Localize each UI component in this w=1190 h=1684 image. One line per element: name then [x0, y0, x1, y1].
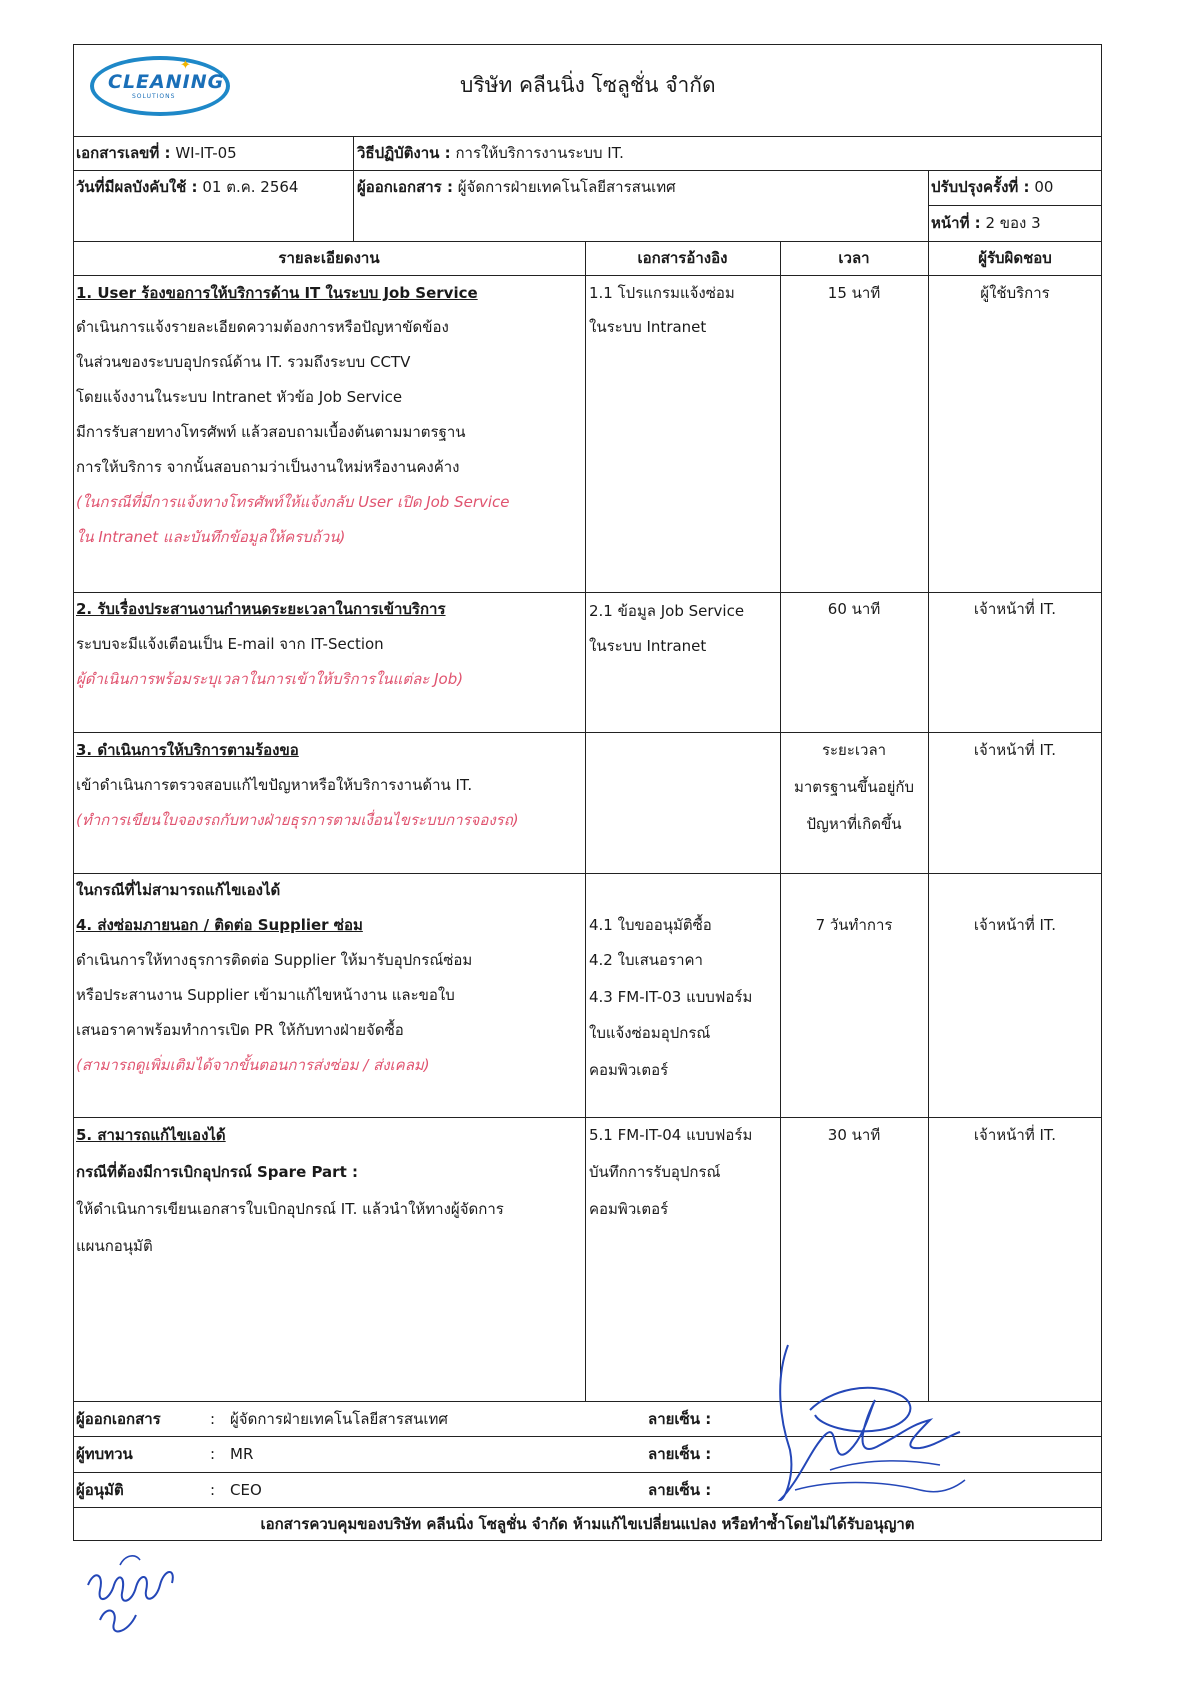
step-title: 1. User ร้องขอการให้บริการด้าน IT ในระบบ Job Service	[76, 284, 478, 302]
step-detail: หรือประสานงาน Supplier เข้ามาแก้ไขหน้างาน และขอใบ	[76, 986, 455, 1004]
step-detail: การให้บริการ จากนั้นสอบถามว่าเป็นงานใหม่หรืองานคงค้าง	[76, 458, 460, 476]
reference-doc: ในระบบ Intranet	[589, 318, 707, 336]
time-value: 30 นาที	[827, 1126, 881, 1144]
step-title: 2. รับเรื่องประสานงานกำหนดระยะเวลาในการเข้าบริการ	[76, 600, 446, 618]
row-divider	[73, 1117, 1102, 1118]
reference-doc: 5.1 FM-IT-04 แบบฟอร์ม	[589, 1126, 753, 1144]
divider	[928, 170, 929, 241]
column-header-details: รายละเอียดงาน	[278, 249, 380, 267]
handwritten-signature	[80, 1545, 190, 1645]
owner-value: เจ้าหน้าที่ IT.	[973, 741, 1057, 759]
step-detail: ในส่วนของระบบอุปกรณ์ด้าน IT. รวมถึงระบบ CCTV	[76, 353, 411, 371]
reference-doc: ในระบบ Intranet	[589, 637, 707, 655]
divider	[73, 241, 1102, 242]
step-detail: ระบบจะมีแจ้งเตือนเป็น E-mail จาก IT-Section	[76, 635, 384, 653]
time-value: 15 นาที	[827, 284, 881, 302]
step-detail: เสนอราคาพร้อมทำการเปิด PR ให้กับทางฝ่ายจัดซื้อ	[76, 1021, 404, 1039]
divider	[585, 241, 586, 1401]
owner-value: ผู้ใช้บริการ	[980, 284, 1050, 302]
step-note: ผู้ดำเนินการพร้อมระบุเวลาในการเข้าให้บริการในแต่ละ Job)	[76, 670, 464, 688]
row-divider	[73, 732, 1102, 733]
approval-value: CEO	[230, 1481, 262, 1499]
issuer-value: ผู้จัดการฝ่ายเทคโนโลยีสารสนเทศ	[457, 178, 676, 196]
reference-doc: 4.3 FM-IT-03 แบบฟอร์ม	[589, 988, 753, 1006]
step-detail: โดยแจ้งงานในระบบ Intranet หัวข้อ Job Service	[76, 388, 403, 406]
step-detail: ดำเนินการแจ้งรายละเอียดความต้องการหรือปัญหาขัดข้อง	[76, 318, 449, 336]
effective-date-field	[76, 178, 298, 196]
owner-value: เจ้าหน้าที่ IT.	[973, 1126, 1057, 1144]
divider	[928, 241, 929, 1401]
approval-label: ผู้อนุมัติ	[76, 1481, 124, 1499]
step-condition: ในกรณีที่ไม่สามารถแก้ไขเองได้	[76, 881, 281, 899]
revision-label: ปรับปรุงครั้งที่ :	[931, 178, 1030, 196]
reference-doc: 2.1 ข้อมูล Job Service	[589, 602, 745, 620]
step-detail: แผนกอนุมัติ	[76, 1237, 153, 1255]
step-note: (ในกรณีที่มีการแจ้งทางโทรศัพท์ให้แจ้งกลับ User เปิด Job Service	[76, 493, 510, 511]
logo-text: CLEANING	[108, 71, 225, 93]
owner-value: เจ้าหน้าที่ IT.	[973, 916, 1057, 934]
doc-no-value: WI-IT-05	[175, 144, 237, 162]
procedure-value: การให้บริการงานระบบ IT.	[455, 144, 624, 162]
step-note: ใน Intranet และบันทึกข้อมูลให้ครบถ้วน)	[76, 528, 346, 546]
step-detail: ดำเนินการให้ทางธุรการติดต่อ Supplier ให้มารับอุปกรณ์ซ่อม	[76, 951, 473, 969]
signature-label: ลายเซ็น :	[648, 1410, 712, 1428]
divider	[73, 136, 1102, 137]
page-number-field	[931, 214, 1041, 232]
step-note: (ทำการเขียนใบจองรถกับทางฝ่ายธุรการตามเงื่อนไขระบบการจองรถ)	[76, 811, 519, 829]
company-title: บริษัท คลีนนิ่ง โซลูชั่น จำกัด	[460, 73, 716, 97]
column-header-owner: ผู้รับผิดชอบ	[978, 249, 1052, 267]
sparkle-icon: ✦	[180, 58, 191, 73]
step-title: 3. ดำเนินการให้บริการตามร้องขอ	[76, 741, 299, 759]
page-label: หน้าที่ :	[931, 214, 981, 232]
step-detail: มีการรับสายทางโทรศัพท์ แล้วสอบถามเบื้องต้นตามมาตรฐาน	[76, 423, 466, 441]
divider	[73, 170, 1102, 171]
divider	[928, 205, 1102, 206]
approval-label: ผู้ทบทวน	[76, 1445, 133, 1463]
procedure-label: วิธีปฏิบัติงาน :	[357, 144, 451, 162]
approval-colon: :	[210, 1481, 216, 1499]
step-title: 4. ส่งซ่อมภายนอก / ติดต่อ Supplier ซ่อม	[76, 916, 363, 934]
footer-notice: เอกสารควบคุมของบริษัท คลีนนิ่ง โซลูชั่น จำกัด ห้ามแก้ไขเปลี่ยนแปลง หรือทำซ้ำโดยไม่ได้รับอนุญาต	[260, 1515, 915, 1533]
reference-doc: 1.1 โปรแกรมแจ้งซ่อม	[589, 284, 735, 302]
column-header-reference: เอกสารอ้างอิง	[637, 249, 728, 267]
revision-field	[931, 178, 1053, 196]
logo-subtext: SOLUTIONS	[132, 93, 176, 100]
time-value: ระยะเวลา	[821, 741, 887, 759]
row-divider	[73, 873, 1102, 874]
revision-value: 00	[1034, 178, 1054, 196]
approval-value: ผู้จัดการฝ่ายเทคโนโลยีสารสนเทศ	[230, 1410, 448, 1428]
effective-date-value: 01 ต.ค. 2564	[202, 178, 299, 196]
approval-colon: :	[210, 1410, 216, 1428]
step-title: 5. สามารถแก้ไขเองได้	[76, 1126, 226, 1144]
signature-label: ลายเซ็น :	[648, 1445, 712, 1463]
time-value: 60 นาที	[827, 600, 881, 618]
reference-doc: คอมพิวเตอร์	[589, 1061, 669, 1079]
column-header-time: เวลา	[838, 249, 870, 267]
approval-label: ผู้ออกเอกสาร	[76, 1410, 161, 1428]
row-divider	[73, 592, 1102, 593]
reference-doc: 4.1 ใบขออนุมัติซื้อ	[589, 916, 712, 934]
divider	[73, 275, 1102, 276]
doc-no-field	[76, 144, 237, 162]
owner-value: เจ้าหน้าที่ IT.	[973, 600, 1057, 618]
step-subtitle: กรณีที่ต้องมีการเบิกอุปกรณ์ Spare Part :	[76, 1163, 358, 1181]
effective-date-label: วันที่มีผลบังคับใช้ :	[76, 178, 198, 196]
divider	[353, 136, 354, 241]
step-note: (สามารถดูเพิ่มเติมได้จากขั้นตอนการส่งซ่อม / ส่งเคลม)	[76, 1056, 430, 1074]
time-value: ปัญหาที่เกิดขึ้น	[806, 815, 902, 833]
doc-no-label: เอกสารเลขที่ :	[76, 144, 171, 162]
approval-colon: :	[210, 1445, 216, 1463]
step-detail: ให้ดำเนินการเขียนเอกสารใบเบิกอุปกรณ์ IT. แล้วนำให้ทางผู้จัดการ	[76, 1200, 504, 1218]
reference-doc: บันทึกการรับอุปกรณ์	[589, 1163, 721, 1181]
procedure-field	[357, 144, 624, 162]
signature-label: ลายเซ็น :	[648, 1481, 712, 1499]
step-detail: เข้าดำเนินการตรวจสอบแก้ไขปัญหาหรือให้บริการงานด้าน IT.	[76, 776, 473, 794]
time-value: มาตรฐานขึ้นอยู่กับ	[794, 778, 914, 796]
reference-doc: คอมพิวเตอร์	[589, 1200, 669, 1218]
signature-scribble	[770, 1340, 970, 1510]
issuer-field	[357, 178, 676, 196]
issuer-label: ผู้ออกเอกสาร :	[357, 178, 453, 196]
reference-doc: ใบแจ้งซ่อมอุปกรณ์	[589, 1024, 711, 1042]
reference-doc: 4.2 ใบเสนอราคา	[589, 951, 703, 969]
time-value: 7 วันทำการ	[815, 916, 893, 934]
approval-value: MR	[230, 1445, 254, 1463]
page-value: 2 ของ 3	[985, 214, 1041, 232]
